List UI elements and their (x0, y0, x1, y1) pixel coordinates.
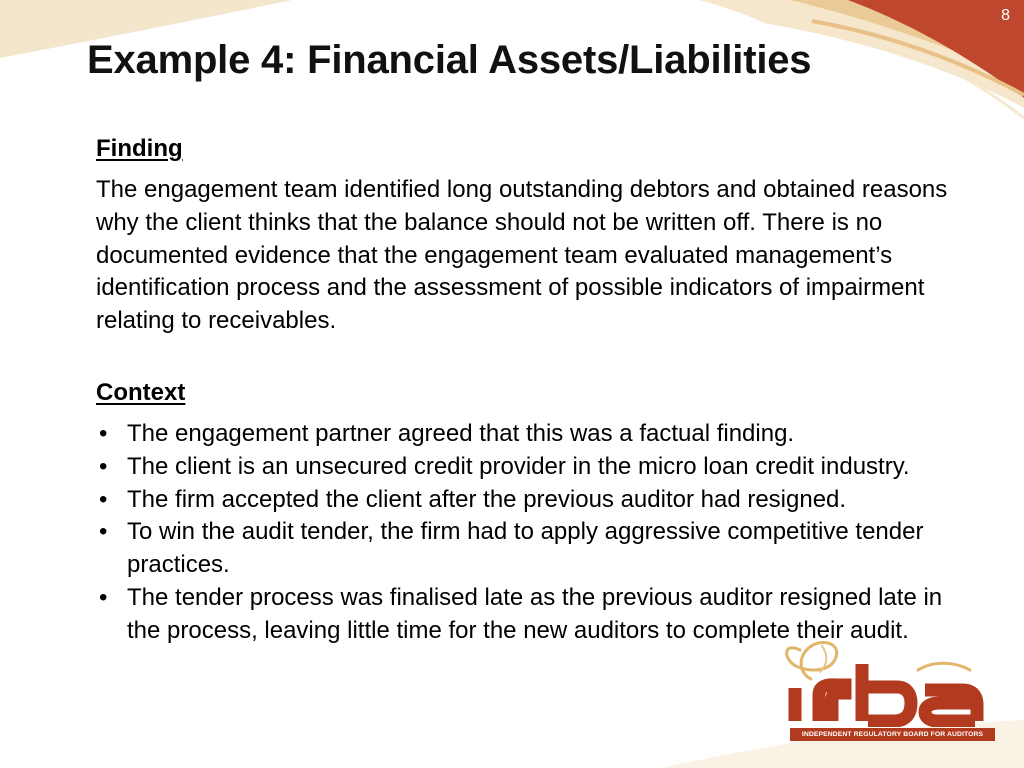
irba-wordmark-logo (780, 637, 1002, 727)
finding-heading: Finding (96, 135, 183, 162)
context-bullet-item: • The firm accepted the client after the previous auditor had resigned. (96, 484, 966, 517)
slide-number: 8 (1001, 7, 1010, 24)
context-bullet-item: • To win the audit tender, the firm had to apply aggressive competitive tender practices. (96, 516, 966, 582)
context-bullet-list (96, 418, 966, 648)
slide-title: Example 4: Financial Assets/Liabilities (87, 38, 812, 82)
slide-content (96, 134, 976, 648)
finding-paragraph: The engagement team identified long outstanding debtors and obtained reasons why the client thinks that the balance should not be written off. There is no documented evidence that the engagement team evaluated management’s identification process and the assessment of possible indicators of impairment relating to receivables. (96, 176, 948, 335)
context-bullet-item: • The engagement partner agreed that this was a factual finding. (96, 418, 966, 451)
logo-subtitle: INDEPENDENT REGULATORY BOARD FOR AUDITORS (790, 728, 995, 741)
context-heading: Context (96, 378, 186, 406)
irba-logo (780, 637, 1002, 747)
context-bullet-item: • The client is an unsecured credit provider in the micro loan credit industry. (96, 451, 966, 484)
context-bullet-item: • The tender process was finalised late as the previous auditor resigned late in the process, leaving little time for the new auditors to complete their audit. (96, 582, 966, 648)
